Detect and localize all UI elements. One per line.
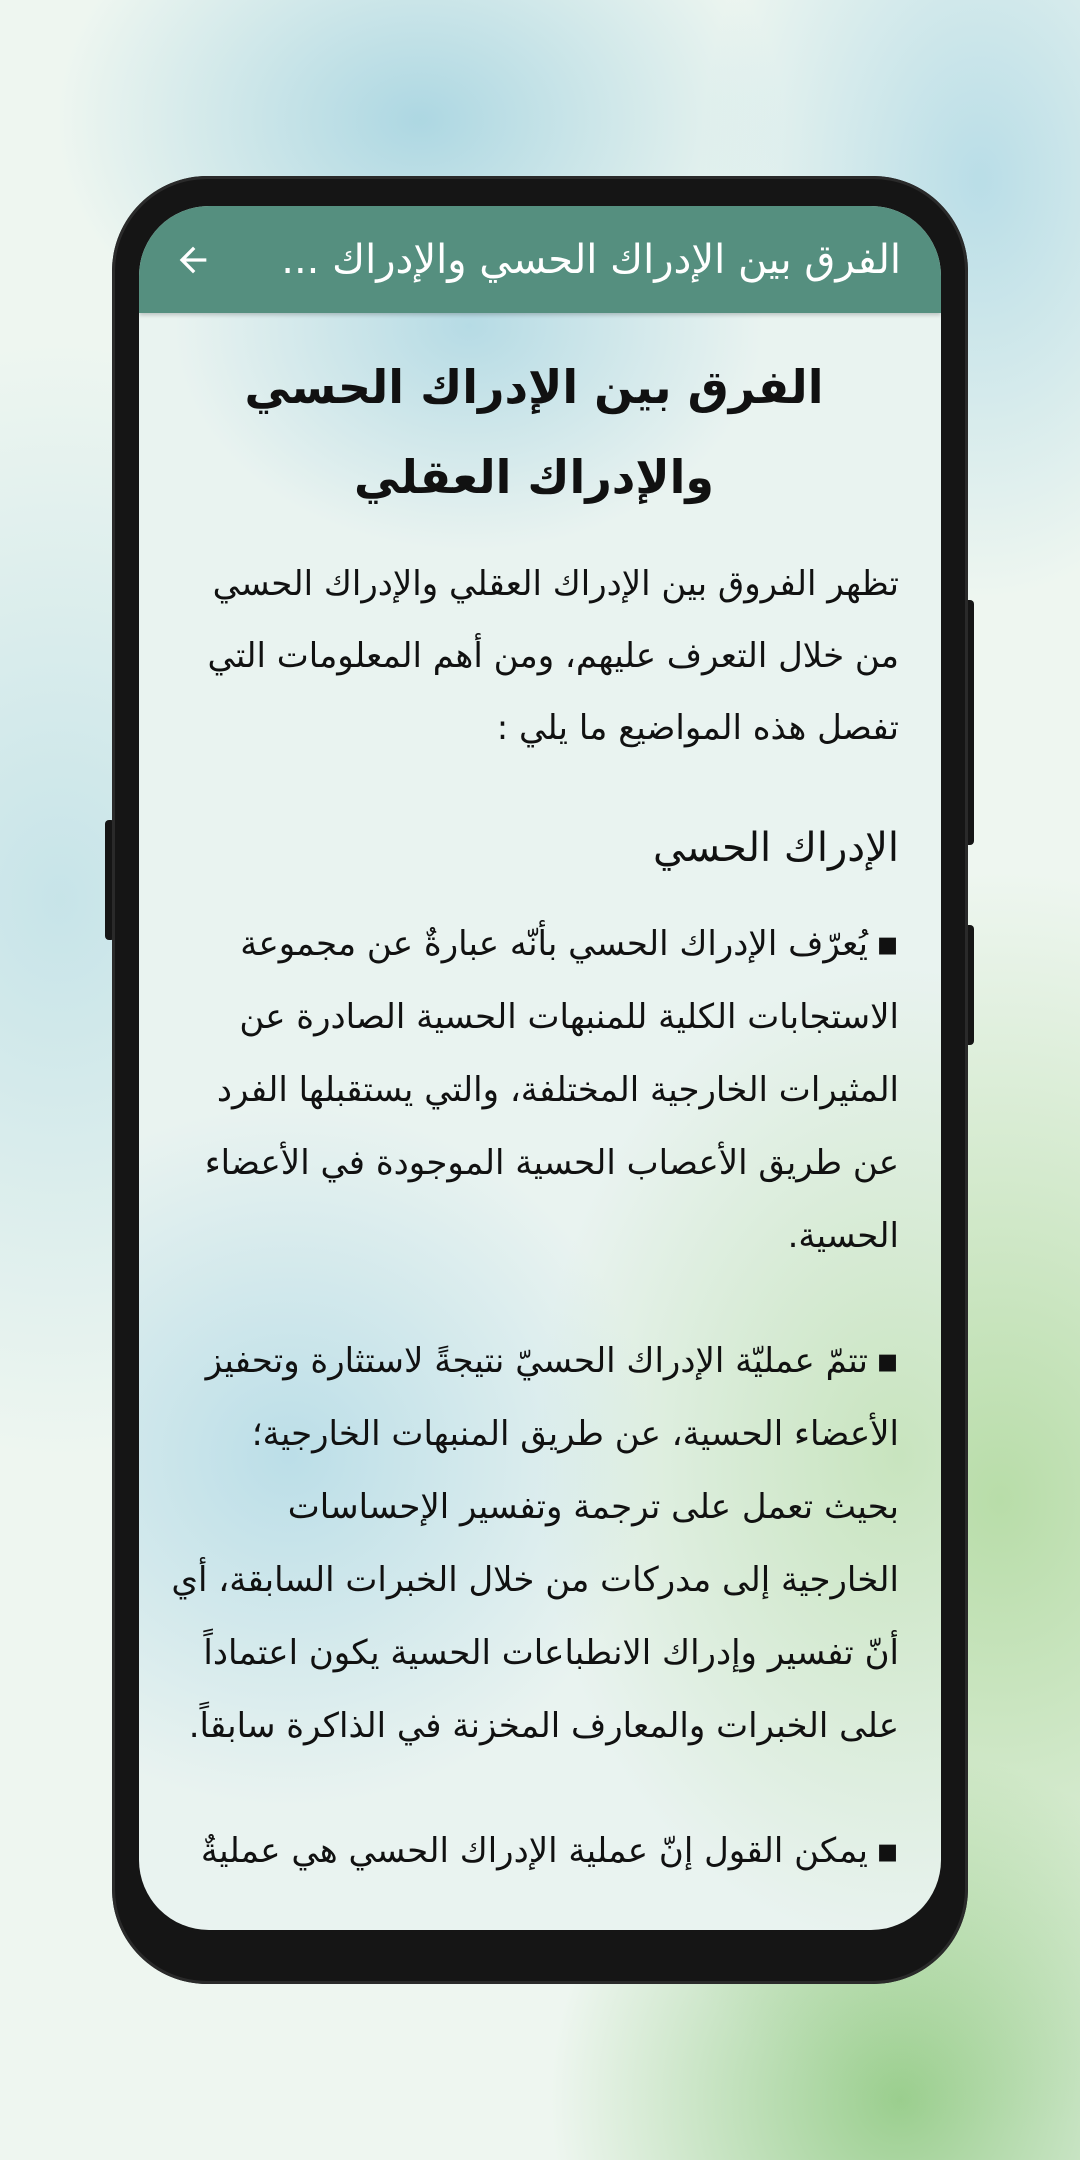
article-content[interactable]	[169, 316, 899, 1888]
section-heading: الإدراك الحسي	[653, 825, 899, 871]
bullet-marker: ▪	[875, 1341, 899, 1381]
bullet-text: يُعرّف الإدراك الحسي بأنّه عبارةٌ عن مجموعة الاستجابات الكلية للمنبهات الحسية الصادرة عن المثيرات الخارجية المختلفة، والتي يستقبلها الفرد عن طريق الأعصاب الحسية الموجودة في الأعضاء الحسية.	[204, 924, 899, 1256]
app-screen	[139, 206, 941, 1930]
arrow-back-icon	[173, 240, 213, 280]
app-bar-title: الفرق بين الإدراك الحسي والإدراك ...	[281, 237, 901, 283]
back-button[interactable]	[167, 234, 219, 286]
bullet-marker: ▪	[875, 1831, 899, 1871]
article-intro: تظهر الفروق بين الإدراك العقلي والإدراك الحسي من خلال التعرف عليهم، ومن أهم المعلومات التي تفصل هذه المواضيع ما يلي :	[207, 564, 899, 748]
bullet-marker: ▪	[875, 924, 899, 964]
bullet-text: يمكن القول إنّ عملية الإدراك الحسي هي عمليةٌ	[200, 1831, 868, 1871]
bullet-paragraph	[169, 908, 899, 1273]
article-title: الفرق بين الإدراك الحسي والإدراك العقلي	[244, 360, 824, 504]
app-bar	[139, 206, 941, 313]
bullet-paragraph	[169, 1815, 899, 1888]
bullet-text: تتمّ عمليّة الإدراك الحسيّ نتيجةً لاستثارة وتحفيز الأعضاء الحسية، عن طريق المنبهات الخارجية؛ بحيث تعمل على ترجمة وتفسير الإحساسات الخارجية إلى مدركات من خلال الخبرات السابقة، أي أنّ تفسير وإدراك الانطباعات الحسية يكون اعتماداً على الخبرات والمعارف المخزنة في الذاكرة سابقاً.	[171, 1341, 899, 1746]
bullet-paragraph	[169, 1325, 899, 1763]
